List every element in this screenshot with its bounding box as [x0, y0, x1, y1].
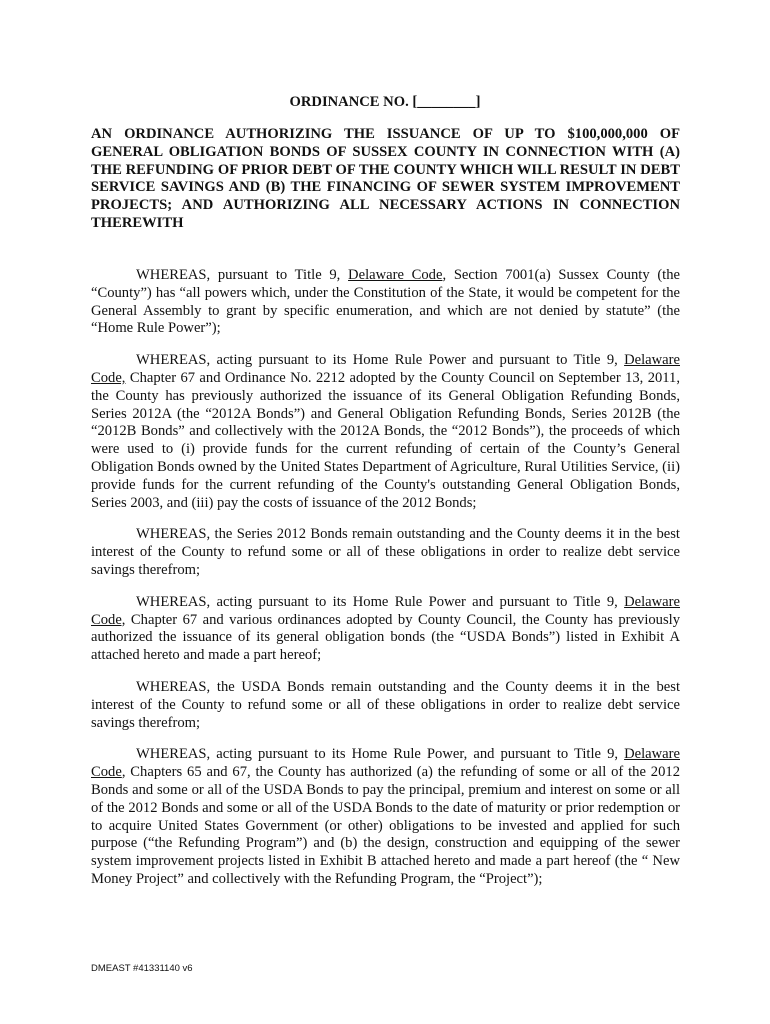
- delaware-code-citation: Delaware Code,: [91, 352, 680, 386]
- paragraph-usda-bonds: [91, 594, 680, 665]
- paragraph-2012-bonds: [91, 352, 680, 512]
- paragraph-text: WHEREAS, pursuant to Title 9,: [136, 267, 349, 283]
- paragraph-2012-outstanding: [91, 526, 680, 579]
- paragraph-text: Chapter 67 and Ordinance No. 2212 adopted by the County Council on September 13, 2011, the County has previously authorized the issuance of its General Obligation Refunding Bonds, Series 2012A (the “2012A Bonds”) and General Obligation Refunding Bonds, Series 2012B (the “2012B Bonds” and collectively with the 2012A Bonds, the “2012 Bonds”), the proceeds of which were used to (i) provide funds for the current refunding of certain of the County’s General Obligation Bonds owned by the United States Department of Agriculture, Rural Utilities Service, (ii) provide funds for the current refunding of the County's outstanding General Obligation Bonds, Series 2003, and (iii) pay the costs of issuance of the 2012 Bonds;: [91, 369, 680, 511]
- document-id-footer: DMEAST #41331140 v6: [91, 963, 193, 974]
- document-body: [91, 267, 680, 903]
- delaware-code-citation: Delaware Code: [91, 746, 680, 781]
- ordinance-title: ORDINANCE NO. [________]: [289, 94, 481, 110]
- ordinance-heading: AN ORDINANCE AUTHORIZING THE ISSUANCE OF UP TO $100,000,000 OF GENERAL OBLIGATION BONDS OF SUSSEX COUNTY IN CONNECTION WITH (A) THE REFUNDING OF PRIOR DEBT OF THE COUNTY WHICH WILL RESULT IN DEBT SERVICE SAVINGS AND (B) THE FINANCING OF SEWER SYSTEM IMPROVEMENT PROJECTS; AND AUTHORIZING ALL NECESSARY ACTIONS IN CONNECTION THEREWITH: [91, 126, 680, 231]
- paragraph-text: Chapter 67 and various ordinances adopted by County Council, the County has previously authorized the issuance of its general obligation bonds (the “USDA Bonds”) listed in Exhibit A attached hereto and made a part hereof;: [91, 611, 680, 664]
- paragraph-text: WHEREAS, acting pursuant to its Home Rule Power and pursuant to Title 9,: [136, 352, 625, 369]
- delaware-code-citation: Delaware Code: [348, 267, 443, 283]
- paragraph-text: , Section 7001(a) Sussex County (the “County”) has “all powers which, under the Constitution of the State, it would be competent for the General Assembly to grant by specific enumeration, and which are not denied by statute” (the “Home Rule Power”);: [91, 267, 681, 337]
- delaware-code-citation: Delaware Code,: [91, 593, 680, 628]
- paragraph-text: WHEREAS, the USDA Bonds remain outstanding and the County deems it in the best interest of the County to refund some or all of these obligations in order to realize debt service savings therefrom;: [91, 678, 680, 731]
- paragraph-text: , Chapters 65 and 67, the County has authorized (a) the refunding of some or all of the 2012 Bonds and some or all of the USDA Bonds to pay the principal, premium and interest on some or all of the 2012 Bonds and some or all of the USDA Bonds to the date of maturity or prior redemption or to acquire United States Government (or other) obligations to be invested and applied for such purpose (“the Refunding Program”) and (b) the design, construction and equipping of the sewer system improvement projects listed in Exhibit B attached hereto and made a part hereof (the “ New Money Project” and collectively with the Refunding Program, the “Project”);: [91, 764, 680, 887]
- paragraph-text: WHEREAS, the Series 2012 Bonds remain outstanding and the County deems it in the best interest of the County to refund some or all of these obligations in order to realize debt service savings therefrom;: [91, 526, 680, 578]
- paragraph-project: [91, 746, 680, 888]
- paragraph-text: WHEREAS, acting pursuant to its Home Rule Power and pursuant to Title 9,: [136, 593, 625, 610]
- paragraph-usda-outstanding: [91, 679, 680, 732]
- paragraph-text: WHEREAS, acting pursuant to its Home Rule Power, and pursuant to Title 9,: [136, 746, 625, 763]
- paragraph-home-rule: [91, 267, 680, 338]
